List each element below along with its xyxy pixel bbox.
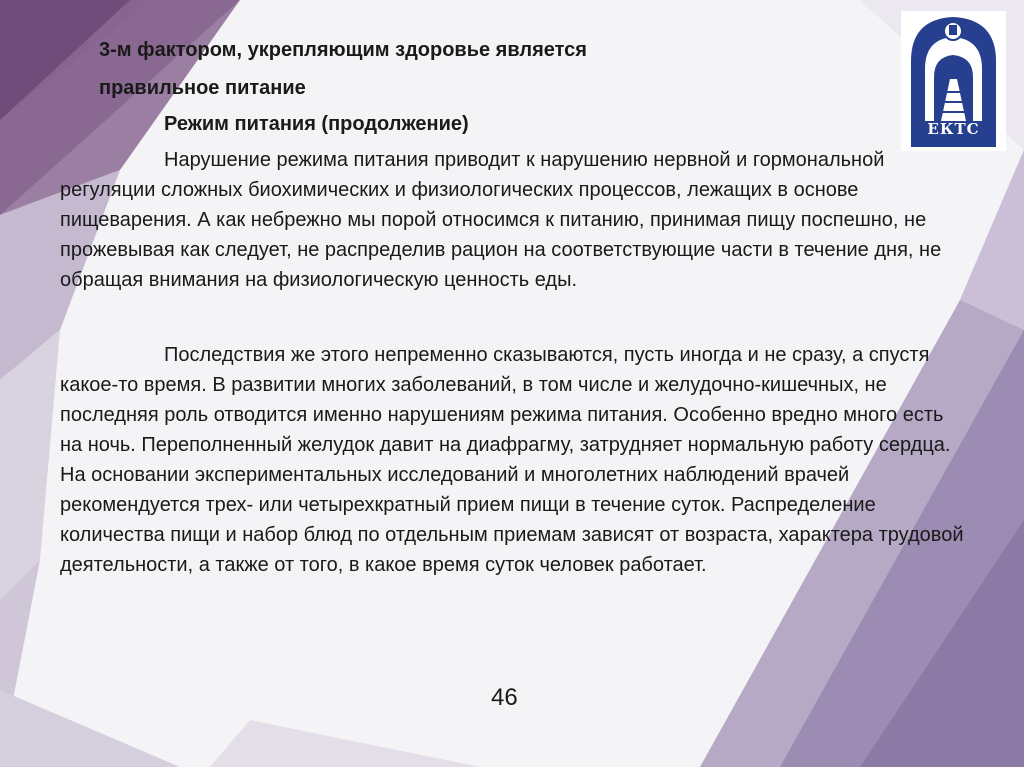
- body-paragraph-2: Последствия же этого непременно сказываются, пусть иногда и не сразу, а спустя какое-то время. В развитии многих заболеваний, в том числе и желудочно-кишечных, не последняя роль отводится именно нарушениям режима питания. Особенно вредно много есть на ночь. Переполненный желудок давит на диафрагму, затрудняет нормальную работу сердца. На основании экспериментальных исследований и многолетних наблюдений врачей рекомендуется трех- или четырехкратный прием пищи в течение суток. Распределение количества пищи и набор блюд по отдельным приемам зависят от возраста, характера трудовой деятельности, а также от того, в какое время суток человек работает.: [60, 344, 964, 576]
- title-line-2: правильное питание: [99, 77, 306, 99]
- page-number: 46: [491, 684, 518, 711]
- body-paragraph-1: Нарушение режима питания приводит к нарушению нервной и гормональной регуляции сложных биохимических и физиологических процессов, лежащих в основе пищеварения. А как небрежно мы порой относимся к питанию, принимая пищу поспешно, не прожевывая как следует, не распределив рацион на соответствующие части в течение дня, не обращая внимания на физиологическую ценность еды.: [60, 149, 942, 291]
- slide-subtitle: Режим питания (продолжение): [164, 113, 469, 135]
- title-line-1: 3-м фактором, укрепляющим здоровье является: [99, 39, 587, 61]
- body-paragraph-1-block: [60, 145, 965, 295]
- logo-text: ЕКТС: [927, 120, 980, 138]
- body-paragraph-2-block: [60, 340, 965, 580]
